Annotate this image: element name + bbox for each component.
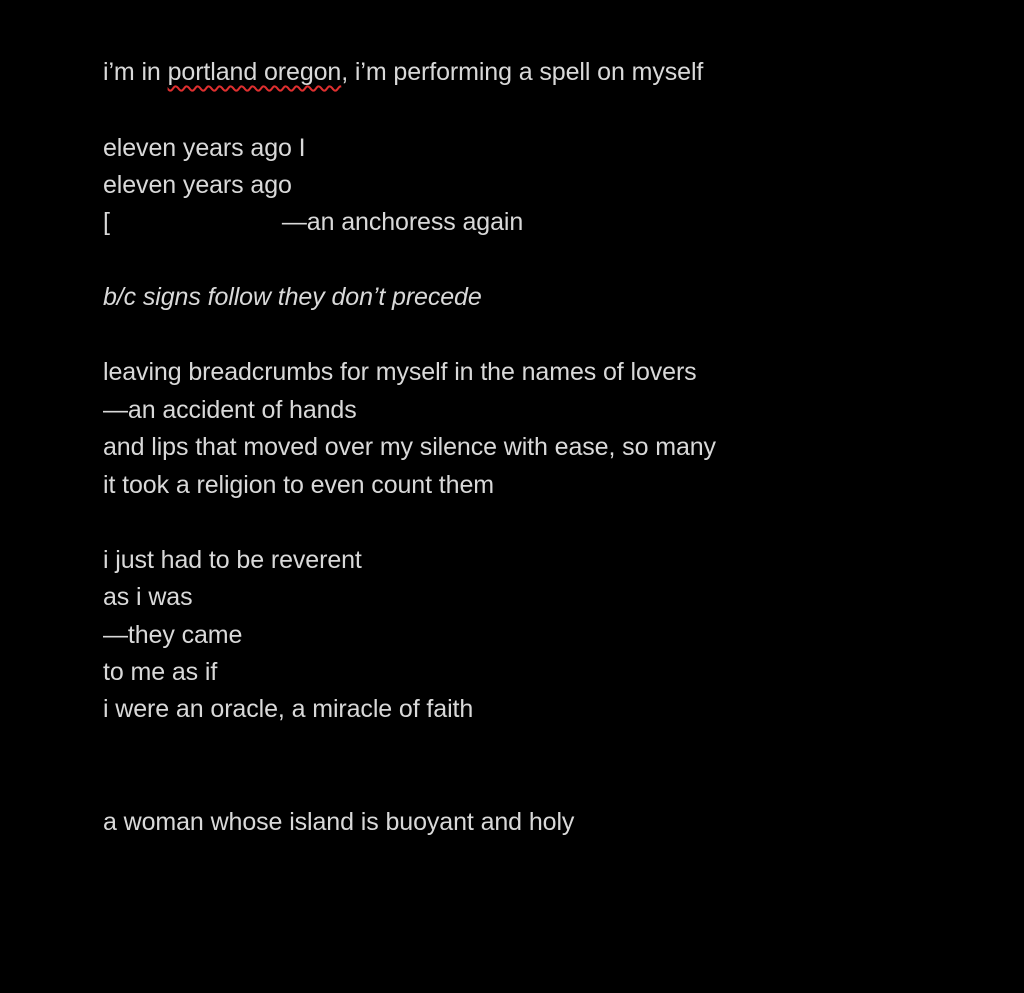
poem-line-13: to me as if	[103, 658, 218, 686]
poem-line-10: i just had to be reverent	[103, 546, 362, 574]
poem-line-4	[103, 207, 523, 237]
poem-line-5-italic: b/c signs follow they don’t precede	[103, 283, 482, 311]
poem-line-6: leaving breadcrumbs for myself in the names of lovers	[103, 358, 697, 386]
poem-line-9: it took a religion to even count them	[103, 471, 494, 499]
poem-line-11: as i was	[103, 583, 193, 611]
poem-line-15: a woman whose island is buoyant and holy	[103, 808, 575, 836]
poem-line-4-bracket: [	[103, 208, 110, 236]
poem-line-2: eleven years ago I	[103, 134, 306, 162]
poem-line-12: —they came	[103, 621, 243, 649]
poem-line-8: and lips that moved over my silence with ease, so many	[103, 433, 716, 461]
poem-line-7: —an accident of hands	[103, 396, 357, 424]
poem-line-3: eleven years ago	[103, 171, 292, 199]
poem-line-1-before: i’m in	[103, 58, 168, 86]
poem-line-1-after: , i’m performing a spell on myself	[341, 58, 704, 86]
poem-line-4-rest: —an anchoress again	[281, 208, 524, 236]
misspelled-word[interactable]: portland oregon	[167, 58, 342, 86]
poem-line-1	[103, 57, 703, 87]
poem-line-14: i were an oracle, a miracle of faith	[103, 695, 474, 723]
